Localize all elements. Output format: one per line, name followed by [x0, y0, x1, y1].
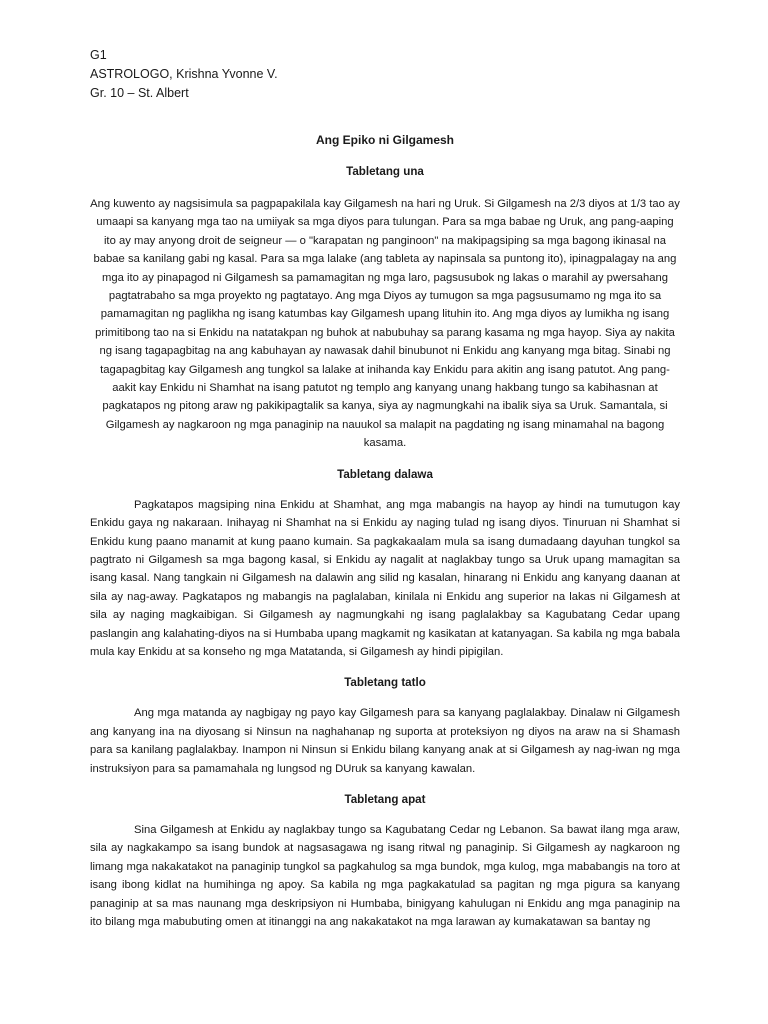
section-heading: Tabletang tatlo: [344, 676, 426, 690]
author-name: ASTROLOGO, Krishna Yvonne V.: [90, 67, 278, 81]
section-heading: Tabletang dalawa: [337, 467, 433, 481]
group-label: G1: [90, 48, 107, 62]
section-heading: Tabletang apat: [344, 792, 426, 806]
section-heading: Tabletang una: [346, 165, 424, 178]
section-paragraph: Pagkatapos magsiping nina Enkidu at Shamhat, ang mga mabangis na hayop ay hindi na tumutugon kay Enkidu gaya ng nakaraan. Inihayag ni Shamhat na si Enkidu ay naging tulad ng isang diyos. Tinuruan ni Shamhat si Enkidu kung paano manamit at kung paano kumain. Sa pagkakaalam mula sa isang dumadaang dayuhan tungkol sa pagtrato ni Gilgamesh sa mga bagong kasal, si Enkidu ay nagalit at naglakbay tungo sa Uruk upang mamagitan sa isang kasal. Nang tangkain ni Gilgamesh na dalawin ang silid ng kasalan, hinarang ni Enkidu ang kanyang daanan at sila ay nag-away. Pagkatapos ng mabangis na paglalaban, kinilala ni Enkidu ang superior na lakas ni Gilgamesh at sila ay naging magkaibigan. Si Gilgamesh ay nagmungkahi ng isang paglalakbay sa Kagubatang Cedar upang paslangin ang kalahating-diyos na si Humbaba upang magkamit ng kasikatan at katanyagan. Sa kabila ng mga babala mula kay Enkidu at sa konseho ng mga Matatanda, si Gilgamesh ay hindi pipigilan.: [90, 498, 680, 658]
document-title: Ang Epiko ni Gilgamesh: [315, 133, 455, 147]
grade-section: Gr. 10 – St. Albert: [90, 86, 189, 100]
section-paragraph: Sina Gilgamesh at Enkidu ay naglakbay tungo sa Kagubatang Cedar ng Lebanon. Sa bawat ilang mga araw, sila ay nagkakampo sa isang bundok at nagsasagawa ng isang ritwal ng panaginip. Si Gilgamesh ay nagkaroon ng limang mga nakakatakot na panaginip tungkol sa pagkahulog sa mga bundok, mga kulog, mga mababangis na toro at isang ibong kidlat na humihinga ng apoy. Sa kabila ng mga pagkakatulad sa pagitan ng mga pigura sa kanyang panaginip at sa mas naunang mga deskripsiyon ni Humbaba, binigyang kahulugan ni Enkidu ang mga panaginip na ito bilang mga mabubuting omen at itinanggi na ang nakakatakot na mga larawan ay kumakatawan sa bantay ng: [90, 823, 680, 928]
section-paragraph: Ang mga matanda ay nagbigay ng payo kay Gilgamesh para sa kanyang paglalakbay. Dinalaw ni Gilgamesh ang kanyang ina na diyosang si Ninsun na naghahanap ng suporta at proteksiyon ng diyos na araw na si Shamash para sa kanilang paglalakbay. Inampon ni Ninsun si Enkidu bilang kanyang anak at si Gilgamesh ay nag-iwan ng mga instruksiyon para sa pamamahala ng lungsod ng DUruk sa kanyang kawalan.: [90, 707, 680, 775]
section-paragraph: Ang kuwento ay nagsisimula sa pagpapakilala kay Gilgamesh na hari ng Uruk. Si Gilgamesh na 2/3 diyos at 1/3 tao ay umaapi sa kanyang mga tao na umiiyak sa mga diyos para tulungan. Para sa mga babae ng Uruk, ang pang-aaping ito ay may anyong droit de seigneur — o "karapatan ng panginoon" na makipagsiping sa mga bagong ikinasal na babae sa kanilang gabi ng kasal. Para sa mga lalake (ang tableta ay napinsala sa puntong ito), ipinagpalagay na ang mga ito ay pinapagod ni Gilgamesh sa pamamagitan ng mga laro, pagsusubok ng lakas o marahil ay pwersahang pagtatrabaho sa mga proyekto ng pagtatayo. Ang mga Diyos ay tumugon sa mga pagsusumamo ng mga ito sa pamamagitan ng paglikha ng isang katumbas kay Gilgamesh upang lituhin ito. Ang mga diyos ay lumikha ng isang primitibong tao na si Enkidu na natatakpan ng buhok at nabubuhay sa parang kasama ng mga hayop. Siya ay nakita ng isang tagapagbitag na ang kabuhayan ay nawasak dahil binubunot ni Enkidu ang kanyang mga bitag. Sinabi ng tagapagbitag kay Gilgamesh ang tungkol sa lalake at inihanda kay Enkidu para akitin ang isang patutot. Ang pang-aakit kay Enkidu ni Shamhat na isang patutot ng templo ang kanyang unang hakbang tungo sa kabihasnan at pagkatapos ng pitong araw ng pakikipagtalik sa kanya, siya ay nagmungkahi na ibalik siya sa Uruk. Samantala, si Gilgamesh ay nagkaroon ng mga panaginip na nauukol sa malapit na pagdating ng isang minamahal na bagong kasama.: [90, 198, 680, 450]
